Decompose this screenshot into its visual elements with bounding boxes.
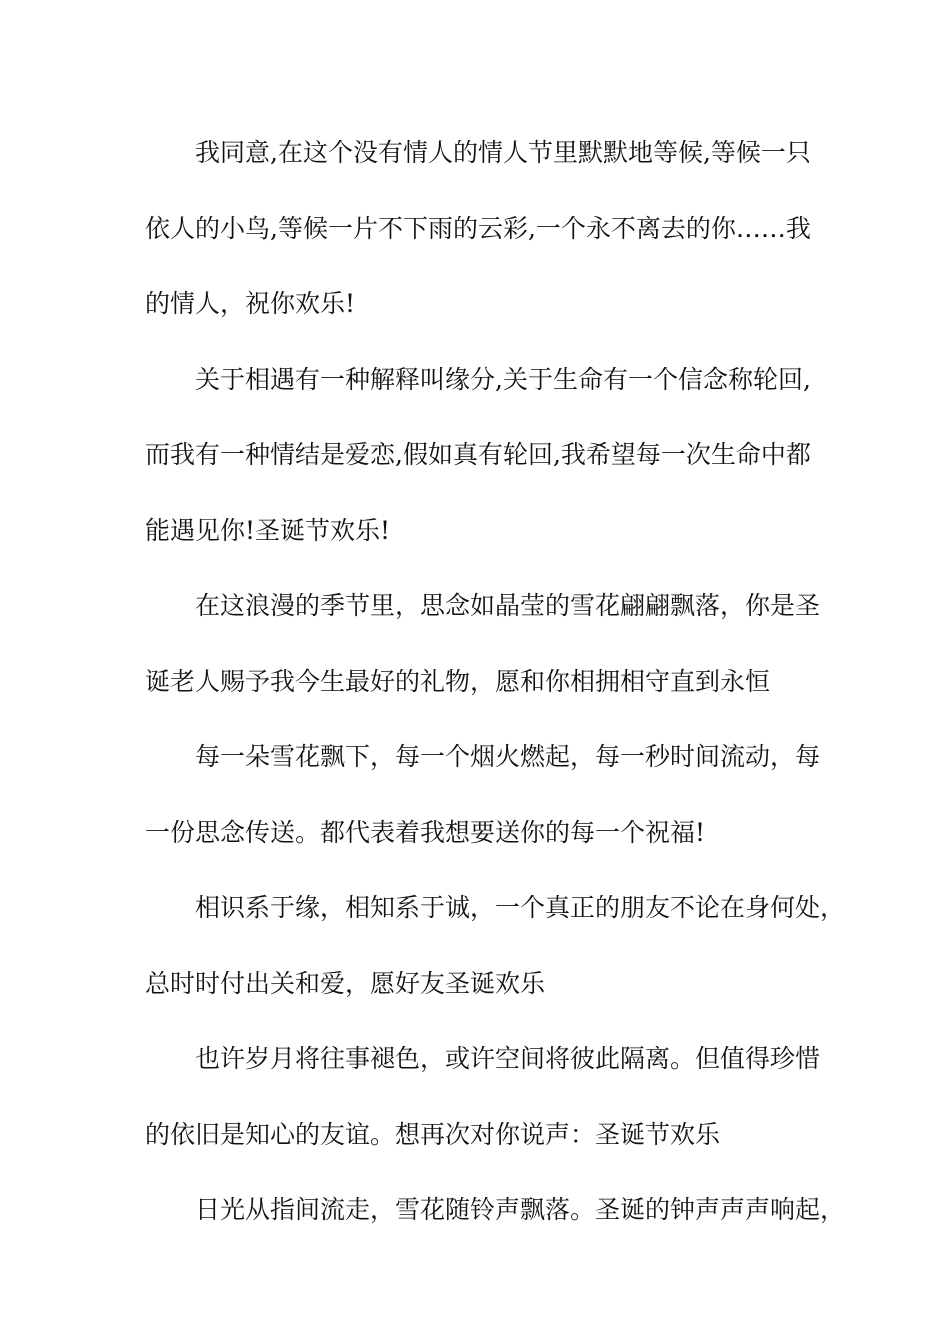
- text-line: 一份思念传送。都代表着我想要送你的每一个祝福!: [145, 817, 706, 847]
- document-body: [145, 131, 846, 1264]
- text-line: 日光从指间流走，雪花随铃声飘落。圣诞的钟声声声响起，: [195, 1195, 846, 1224]
- text-line: 而我有一种情结是爱恋,假如真有轮回,我希望每一次生命中都: [145, 440, 811, 469]
- text-line: 在这浪漫的季节里，思念如晶莹的雪花翩翩飘落，你是圣: [195, 591, 821, 620]
- text-line: 依人的小鸟,等候一片不下雨的云彩,一个永不离去的你……我: [145, 213, 811, 243]
- text-line: 诞老人赐予我今生最好的礼物，愿和你相拥相守直到永恒: [145, 666, 771, 696]
- text-line: 的情人，祝你欢乐!: [145, 289, 356, 318]
- text-line: 相识系于缘，相知系于诚，一个真正的朋友不论在身何处，: [195, 893, 846, 922]
- text-line: 也许岁月将往事褪色，或许空间将彼此隔离。但值得珍惜: [195, 1044, 821, 1073]
- text-line: 关于相遇有一种解释叫缘分,关于生命有一个信念称轮回,: [195, 364, 811, 394]
- text-line: 我同意,在这个没有情人的情人节里默默地等候,等候一只: [195, 138, 811, 167]
- text-line: 能遇见你!圣诞节欢乐!: [145, 515, 391, 545]
- text-line: 每一朵雪花飘下，每一个烟火燃起，每一秒时间流动，每: [195, 742, 821, 771]
- text-line: 总时时付出关和爱，愿好友圣诞欢乐: [145, 968, 546, 998]
- text-line: 的依旧是知心的友谊。想再次对你说声：圣诞节欢乐: [145, 1119, 721, 1149]
